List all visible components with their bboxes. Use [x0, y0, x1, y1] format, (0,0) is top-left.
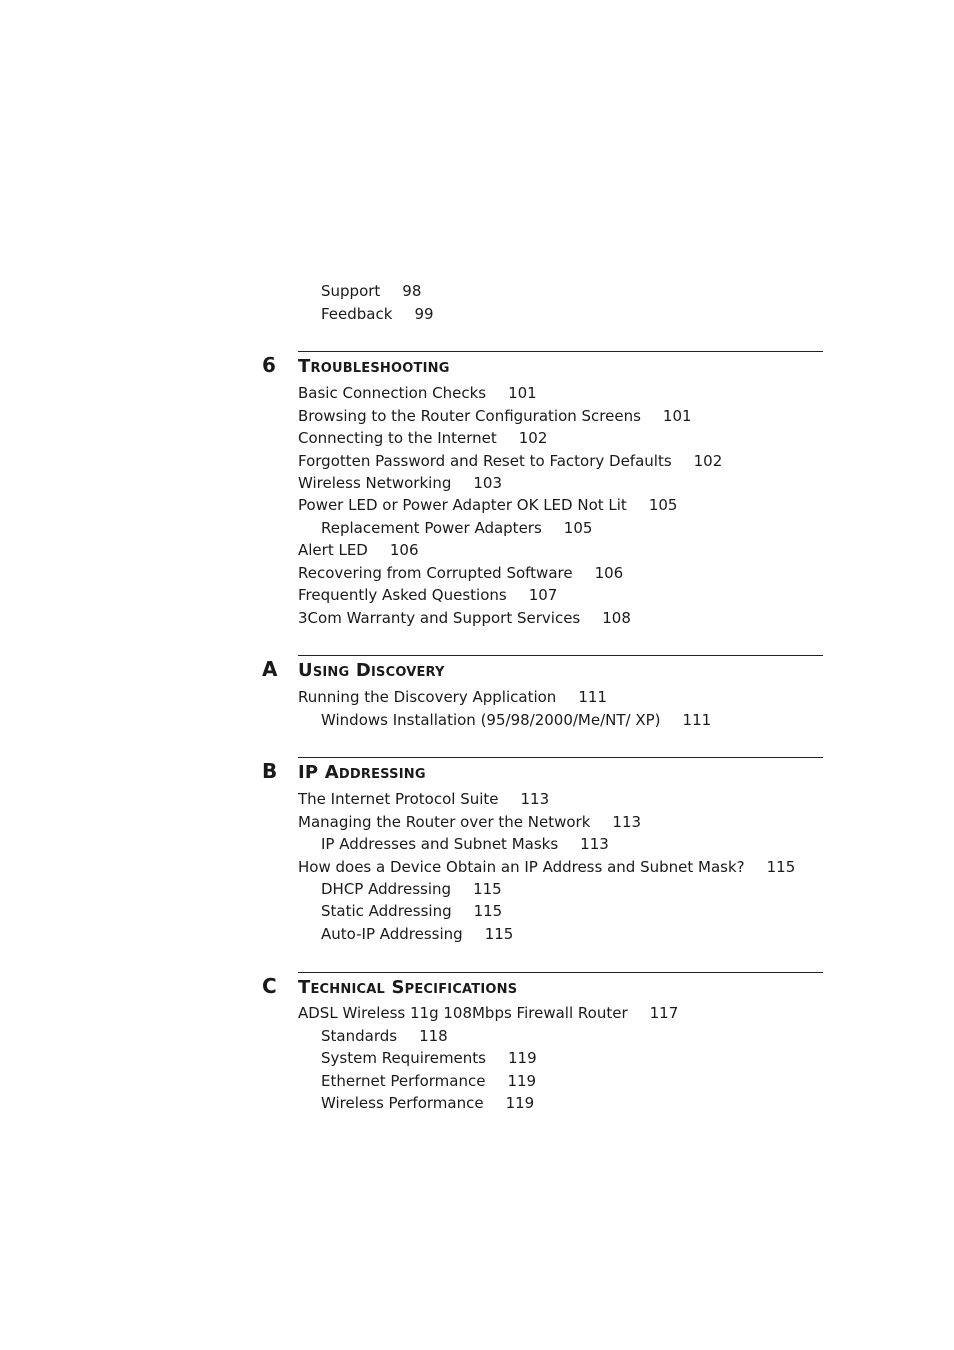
entry-page: 99 — [414, 305, 434, 323]
toc-subentry[interactable] — [321, 519, 592, 537]
chapter-number: B — [262, 759, 278, 783]
toc-entry[interactable] — [298, 564, 623, 582]
entry-page: 113 — [612, 813, 642, 831]
toc-entry[interactable] — [298, 609, 631, 627]
entry-title: The Internet Protocol Suite — [298, 790, 499, 808]
toc-entry[interactable] — [298, 688, 607, 706]
entry-page: 111 — [578, 688, 607, 706]
entry-page: 107 — [528, 586, 558, 604]
chapter-number: 6 — [262, 353, 276, 377]
entry-page: 119 — [508, 1049, 537, 1067]
entry-page: 102 — [518, 429, 548, 447]
entry-page: 106 — [389, 541, 419, 559]
toc-subentry[interactable] — [321, 1049, 537, 1067]
entry-title: 3Com Warranty and Support Services — [298, 609, 581, 627]
entry-page: 119 — [505, 1094, 535, 1112]
entry-page: 113 — [580, 835, 609, 853]
toc-entry[interactable] — [298, 790, 549, 808]
toc-subentry[interactable] — [321, 1027, 448, 1045]
entry-page: 119 — [507, 1072, 537, 1090]
entry-title: Standards — [321, 1027, 398, 1045]
entry-page: 115 — [473, 880, 502, 898]
entry-page: 108 — [602, 609, 631, 627]
entry-title: Static Addressing — [321, 902, 452, 920]
entry-title: Alert LED — [298, 541, 368, 559]
toc-entry[interactable] — [298, 429, 547, 447]
entry-title: Wireless Networking — [298, 474, 452, 492]
entry-title: Browsing to the Router Configuration Screens — [298, 407, 641, 425]
entry-page: 105 — [648, 496, 678, 514]
entry-page: 101 — [508, 384, 537, 402]
toc-subentry[interactable] — [321, 880, 502, 898]
entry-title: Wireless Performance — [321, 1094, 484, 1112]
entry-title: How does a Device Obtain an IP Address and Subnet Mask? — [298, 858, 745, 876]
entry-page: 111 — [682, 711, 712, 729]
entry-page: 118 — [419, 1027, 448, 1045]
toc-entry[interactable] — [321, 305, 434, 323]
toc-subentry[interactable] — [321, 711, 711, 729]
toc-entry[interactable] — [298, 474, 502, 492]
toc-entry[interactable] — [298, 541, 419, 559]
entry-title: Support — [321, 282, 381, 300]
entry-page: 101 — [662, 407, 692, 425]
toc-subentry[interactable] — [321, 1072, 536, 1090]
entry-title: Windows Installation (95/98/2000/Me/NT/ XP) — [321, 711, 661, 729]
entry-page: 102 — [693, 452, 723, 470]
toc-entry[interactable] — [298, 858, 795, 876]
toc-entry[interactable] — [298, 586, 557, 604]
entry-title: Frequently Asked Questions — [298, 586, 507, 604]
chapter-rule — [298, 351, 823, 352]
entry-page: 105 — [563, 519, 593, 537]
entry-title: DHCP Addressing — [321, 880, 452, 898]
entry-title: Feedback — [321, 305, 393, 323]
toc-subentry[interactable] — [321, 925, 513, 943]
toc-entry[interactable] — [298, 813, 641, 831]
toc-entry[interactable] — [298, 384, 537, 402]
chapter-title[interactable]: Troubleshooting — [298, 356, 450, 377]
entry-page: 113 — [520, 790, 550, 808]
chapter-number: C — [262, 974, 277, 998]
entry-page: 115 — [766, 858, 796, 876]
entry-page: 115 — [473, 902, 503, 920]
entry-title: Replacement Power Adapters — [321, 519, 542, 537]
entry-title: Auto-IP Addressing — [321, 925, 463, 943]
entry-page: 115 — [484, 925, 514, 943]
entry-page: 117 — [649, 1004, 679, 1022]
entry-page: 106 — [594, 564, 624, 582]
entry-title: Forgotten Password and Reset to Factory Defaults — [298, 452, 672, 470]
toc-subentry[interactable] — [321, 1094, 534, 1112]
chapter-number: A — [262, 657, 278, 681]
chapter-rule — [298, 972, 823, 973]
entry-title: Basic Connection Checks — [298, 384, 487, 402]
toc-entry[interactable] — [298, 452, 722, 470]
chapter-rule — [298, 655, 823, 656]
entry-title: Connecting to the Internet — [298, 429, 497, 447]
entry-title: Managing the Router over the Network — [298, 813, 591, 831]
entry-page: 98 — [402, 282, 422, 300]
toc-entry[interactable] — [298, 1004, 678, 1022]
chapter-rule — [298, 757, 823, 758]
entry-title: Power LED or Power Adapter OK LED Not Lit — [298, 496, 627, 514]
entry-title: ADSL Wireless 11g 108Mbps Firewall Router — [298, 1004, 628, 1022]
chapter-title[interactable]: Technical Specifications — [298, 977, 518, 998]
toc-entry[interactable] — [298, 407, 692, 425]
entry-title: System Requirements — [321, 1049, 486, 1067]
entry-page: 103 — [473, 474, 502, 492]
entry-title: Ethernet Performance — [321, 1072, 486, 1090]
toc-entry[interactable] — [298, 496, 677, 514]
entry-title: Recovering from Corrupted Software — [298, 564, 573, 582]
chapter-title[interactable]: IP Addressing — [298, 762, 426, 783]
toc-subentry[interactable] — [321, 902, 502, 920]
toc-subentry[interactable] — [321, 835, 609, 853]
entry-title: IP Addresses and Subnet Masks — [321, 835, 559, 853]
entry-title: Running the Discovery Application — [298, 688, 557, 706]
chapter-title[interactable]: Using Discovery — [298, 660, 445, 681]
toc-entry[interactable] — [321, 282, 421, 300]
